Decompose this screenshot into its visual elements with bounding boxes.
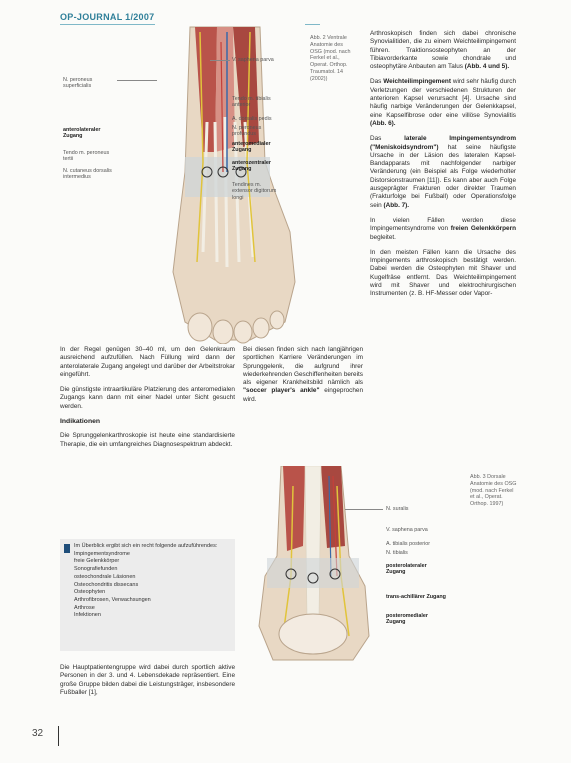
paragraph-lead: Das — [370, 78, 382, 86]
figure-ref: (Abb. 4 und 5). — [464, 63, 510, 71]
label-anterolateral: anterolateraler Zugang — [63, 127, 101, 140]
paragraph: Bei diesen finden sich nach langjährigen sportlichen Karriere Veränderungen im Sprunggelenk, die aufgrund ihrer wiederkehrenden Geschiffenheiten bereits als eigener Krankheitsbild nämlich als — [243, 346, 363, 387]
label-tendo-peroneus-tertii: Tendo m. peroneus tertii — [63, 150, 110, 163]
middle-column-text — [243, 346, 363, 411]
paragraph: In vielen Fällen werden diese Impingementsyndrome von — [370, 216, 516, 233]
label-posterolateral: posterolateraler Zugang — [386, 563, 427, 576]
paragraph: Arthroskopisch finden sich dabei chronische Synovialitiden, die zu einem Weichteilimpingement führen. Traktionsosteophyten an der Tibiavorderkante sowie chondrale und osteophytäre Anbauten am Talus — [370, 30, 516, 71]
figure-3-caption: Abb. 3 Dorsale Anatomie des OSG (mod. nach Ferkel et al., Operat. Orthop. 1997) — [470, 474, 517, 508]
paragraph: Die günstigste intraartikuläre Platzierung des anteromedialen Zugangs kann dann mit einer Nadel unter Sicht gesucht werden. — [60, 386, 235, 410]
list-item: Infektionen — [74, 612, 101, 619]
list-item: Sonografiefunden — [74, 566, 118, 573]
term-bold: Weichteilimpingement — [383, 78, 451, 86]
right-column-text-top — [370, 30, 516, 306]
list-item: Arthrose — [74, 604, 95, 611]
section-heading-indikationen: Indikationen — [60, 418, 101, 426]
label-tendo-tibialis: Tendo m. tibialis anterior — [232, 96, 271, 109]
figure-ref: (Abb. 6). — [370, 119, 396, 127]
paragraph: Die Hauptpatientengruppe wird dabei durch sportlich aktive Personen in der 3. und 4. Lebensdekade repräsentiert. Eine große Gruppe bilden dabei die Leistungsträger, insbesondere Fußballer [1], — [60, 664, 235, 696]
label-anterozentral: anterozentraler Zugang — [232, 160, 271, 173]
left-column-text — [60, 346, 235, 456]
page-number-bar — [58, 726, 59, 746]
paragraph: In der Regel genügen 30–40 ml, um den Gelenkraum ausreichend aufzufüllen. Nach Füllung wird dann der anterolaterale Zugang angelegt und darüber der Arbeitstrokar eingeführt. — [60, 346, 235, 378]
list-item: osteochondrale Läsionen — [74, 573, 136, 580]
list-item: Im Überblick ergibt sich ein recht folgende aufzuführendes: — [74, 543, 218, 549]
label-v-saphena-parva-2: V. saphena parva — [386, 527, 428, 533]
label-a-dorsalis-pedis: A. dorsalis pedis — [232, 116, 272, 122]
label-n-cutaneus-dorsalis: N. cutaneus dorsalis intermedius — [63, 168, 112, 181]
journal-header: OP-JOURNAL 1/2007 — [60, 12, 155, 22]
page-number: 32 — [32, 728, 44, 739]
leader-line — [117, 80, 157, 81]
label-a-tibialis-posterior: A. tibialis posterior — [386, 541, 431, 547]
term-bold: laterale Impingementsyndrom ("Meniskoidsyndrom") — [370, 135, 516, 151]
label-tendines-extensor: Tendines m. extensor digitorum longi — [232, 182, 277, 201]
label-n-tibialis: N. tibialis — [386, 550, 408, 556]
paragraph-end: eingeprochen wird. — [243, 387, 363, 403]
box-marker — [64, 544, 70, 553]
indications-list — [60, 539, 235, 620]
leader-line — [345, 509, 383, 510]
list-item: Arthrofibrosen, Verwachsungen — [74, 596, 151, 603]
paragraph-end: begleitet. — [370, 233, 396, 241]
label-n-peroneus-superficialis: N. peroneus superficialis — [63, 77, 93, 90]
figure-2-caption: Abb. 2 Ventrale Anatomie des OSG (mod. nach Ferkel et al., Operat. Orthop. Traumatol. 14 (2002)) — [310, 35, 351, 82]
label-n-peroneus-profundus: N. peroneus profundus — [232, 125, 262, 138]
label-posteromedial: posteromedialer Zugang — [386, 613, 428, 626]
figure-ref: (Abb. 7). — [383, 201, 410, 209]
paragraph-lead: Das — [370, 135, 382, 143]
paragraph: hat seine häufigste Ursache in der Läsion des lateralen Kapsel-Bandapparats mit nachfolgender narbiger Veränderung (ein Beispiel als Folge wiederholter Distorsionstraumen [11]). Es kann aber auch Folge ausgeprägter Frakturen oder direkter Traumen (Frakturfolge bei Fußball) oder Operationsfolge sein — [370, 143, 516, 209]
term-bold: "soccer player's ankle" — [243, 387, 320, 395]
figure-3-illustration — [253, 466, 373, 661]
paragraph: Die Sprunggelenkarthroskopie ist heute eine standardisierte Therapie, die ein umfangreiches Diagnosespektrum abdeckt. — [60, 432, 235, 448]
list-item: Osteochondritis dissecans — [74, 581, 139, 588]
leader-line — [210, 60, 230, 61]
label-anteromedial: anteromedialer Zugang — [232, 141, 271, 154]
left-column-text-bottom — [60, 664, 235, 704]
paragraph: In den meisten Fällen kann die Ursache des Impingements arthroskopisch bestätigt werden. Dabei werden die Osteophyten mit Shaver und Kugelfräse entfernt. Das Weichteilimpingement wird mit Shaver und elektrochirurgischen Instrumenten (z. B. HF-Messer oder Vapor- — [370, 248, 516, 298]
list-item: Osteophyten — [74, 589, 106, 596]
list-item: Impingementsyndrome — [74, 550, 130, 557]
label-v-saphena-parva: V. saphena parva — [232, 57, 274, 63]
list-item: freie Gelenkkörper — [74, 558, 120, 565]
figure-2-illustration — [155, 22, 305, 344]
label-transachillaer: trans-achillärer Zugang — [386, 594, 446, 600]
label-n-suralis: N. suralis — [386, 506, 409, 512]
paragraph: wird sehr häufig durch Verletzungen der verschiedenen Strukturen der anterioren Kapsel verursacht [4]. Ursache sind häufig narbige Veränderungen der Gelenkkapsel, eine Kapselfibrose oder eine villöse Synovialitis — [370, 78, 516, 119]
term-bold: freien Gelenkkörpern — [450, 225, 516, 233]
indications-box — [60, 539, 235, 651]
